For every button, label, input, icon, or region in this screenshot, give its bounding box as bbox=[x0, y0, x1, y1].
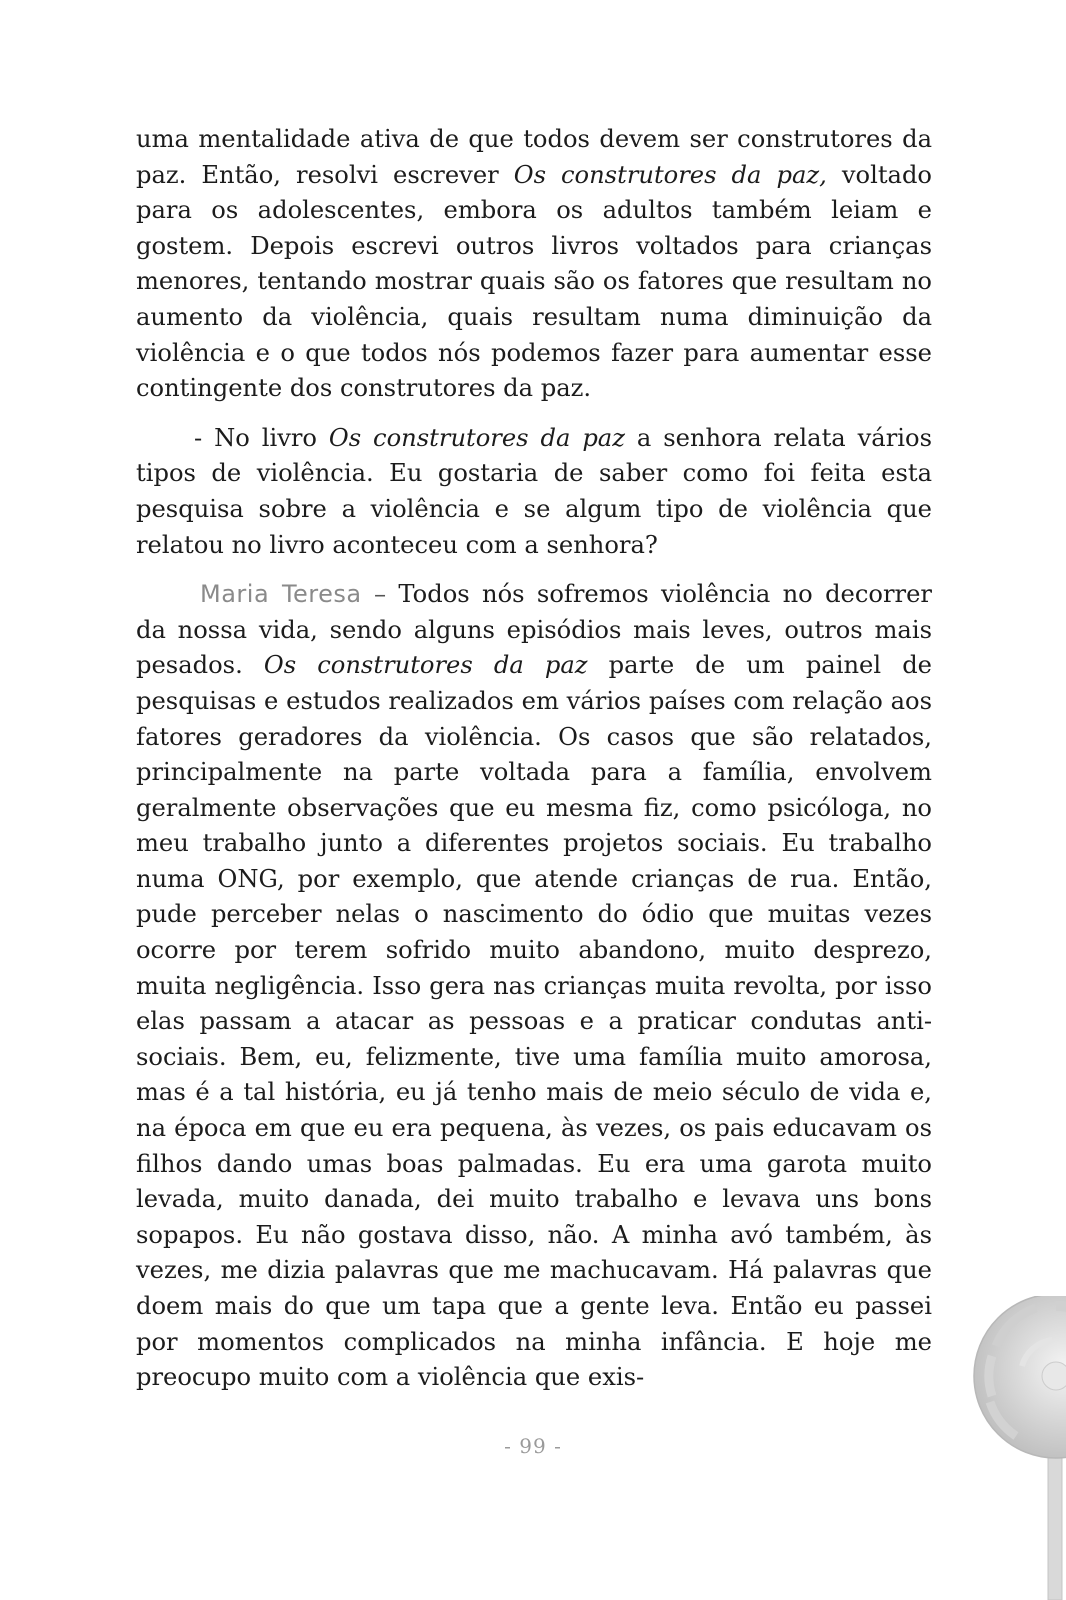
paragraph-2-text-after: a senhora relata vários tipos de violência. Eu gostaria de saber como foi feita esta pesquisa sobre a violência e se algum tipo de violência que relatou no livro aconteceu com a senhora? bbox=[136, 423, 932, 559]
book-title: Os construtores da paz, bbox=[513, 160, 827, 189]
paragraph-3-answer bbox=[136, 577, 932, 1396]
lollipop-icon bbox=[956, 1296, 1066, 1600]
body-text bbox=[136, 122, 932, 1396]
paragraph-3-text-after: parte de um painel de pesquisas e estudos realizados em vários países com relação aos fatores geradores da violência. Os casos que são relatados, principalmente na parte voltada para a família, envolvem geralmente observações que eu mesma fiz, como psicóloga, no meu trabalho junto a diferentes projetos sociais. Eu trabalho numa ONG, por exemplo, que atende crianças de rua. Então, pude perceber nelas o nascimento do ódio que muitas vezes ocorre por terem sofrido muito abandono, muito desprezo, muita negligência. Isso gera nas crianças muita revolta, por isso elas passam a atacar as pessoas e a praticar condutas anti-sociais. Bem, eu, felizmente, tive uma família muito amorosa, mas é a tal história, eu já tenho mais de meio século de vida e, na época em que eu era pequena, às vezes, os pais educavam os filhos dando umas boas palmadas. Eu era uma garota muito levada, muito danada, dei muito trabalho e levava uns bons sopapos. Eu não gostava disso, não. A minha avó também, às vezes, me dizia palavras que me machucavam. Há palavras que doem mais do que um tapa que a gente leva. Então eu passei por momentos complicados na minha infância. E hoje me preocupo muito com a violência que exis- bbox=[136, 651, 932, 1392]
paragraph-1 bbox=[136, 122, 932, 407]
paragraph-1-text: uma mentalidade ativa de que todos devem ser construtores da paz. Então, resolvi escrever bbox=[136, 125, 932, 189]
paragraph-2-text-before: - No livro bbox=[194, 423, 329, 452]
page-number: - 99 - bbox=[504, 1434, 562, 1458]
paragraph-1-text-after: voltado para os adolescentes, embora os adultos também leiam e gostem. Depois escrevi outros livros voltados para crianças menores, tentando mostrar quais são os fatores que resultam no aumento da violência, quais resultam numa diminuição da violência e o que todos nós podemos fazer para aumentar esse contingente dos construtores da paz. bbox=[136, 160, 932, 403]
speaker-dash: – bbox=[361, 580, 399, 609]
paragraph-3-text-before: Todos nós sofremos violência no decorrer da nossa vida, sendo alguns episódios mais leves, outros mais pesados. bbox=[136, 580, 932, 680]
paragraph-2-question bbox=[136, 421, 932, 563]
book-title: Os construtores da paz bbox=[263, 651, 588, 680]
book-title: Os construtores da paz bbox=[328, 423, 625, 452]
speaker-name: Maria Teresa bbox=[200, 580, 362, 609]
